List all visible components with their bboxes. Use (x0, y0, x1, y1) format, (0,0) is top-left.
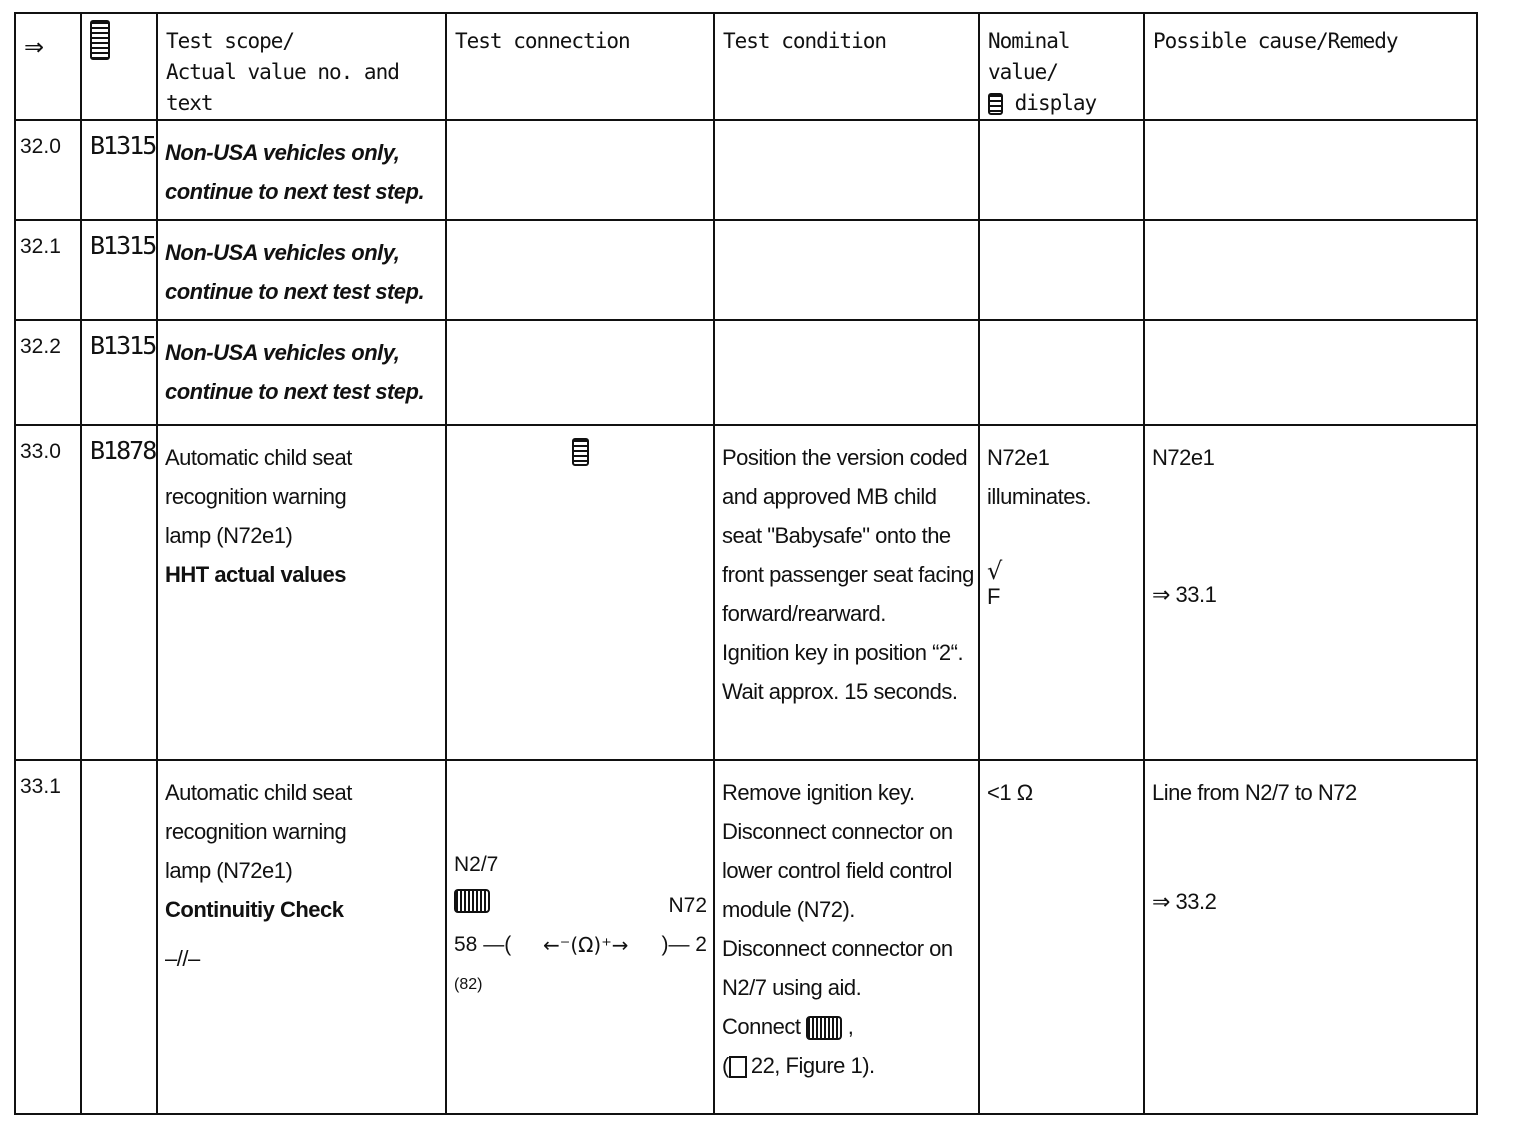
table-row (15, 220, 1477, 320)
ohmmeter-icon: ←⁻(Ω)⁺→ (543, 933, 629, 957)
condition-text: Ignition key in position “2“. (722, 640, 964, 665)
header-connection: Test connection (446, 13, 714, 120)
handheld-tester-icon (90, 20, 110, 60)
condition-text: Connect (722, 1014, 801, 1039)
condition-text: Position the version coded (722, 445, 968, 470)
header-nominal: Nominal value/ display (979, 13, 1144, 120)
condition-text: module (N72). (722, 897, 855, 922)
check-mark: √ (987, 557, 1002, 585)
fault-code (82, 761, 156, 771)
condition-text: N2/7 using aid. (722, 975, 862, 1000)
condition-text: forward/rearward. (722, 601, 886, 626)
remedy-text: N72e1 (1152, 445, 1215, 470)
test-connection-diagram (447, 761, 713, 1113)
nominal-text: N72e1 (987, 445, 1050, 470)
scope-text: Non-USA vehicles only, (165, 340, 400, 365)
condition-text: Wait approx. 15 seconds. (722, 679, 958, 704)
header-row (15, 13, 1477, 120)
handheld-tester-icon (988, 93, 1003, 115)
scope-heading: Continuitiy Check (165, 897, 344, 922)
conn-right-pin: )— 2 (661, 933, 707, 956)
breakout-box-icon (454, 889, 490, 913)
header-arrow: ⇒ (15, 13, 81, 120)
table-row (15, 320, 1477, 425)
fault-code: B1315 (90, 231, 156, 260)
scope-text: continue to next test step. (165, 179, 425, 204)
test-table (14, 12, 1478, 1115)
remedy-text: Line from N2/7 to N72 (1152, 780, 1357, 805)
condition-text: Disconnect connector on (722, 936, 953, 961)
scope-text: continue to next test step. (165, 279, 425, 304)
step-number: 33.1 (20, 775, 61, 798)
nominal-text: <1 Ω (987, 780, 1033, 805)
scope-text: lamp (N72e1) (165, 523, 293, 548)
condition-text: seat "Babysafe" onto the (722, 523, 951, 548)
step-number: 32.2 (20, 335, 61, 358)
table-row (15, 425, 1477, 760)
condition-text: , (847, 1014, 854, 1039)
step-number: 32.1 (20, 235, 61, 258)
scope-text: recognition warning (165, 484, 347, 509)
scope-text: lamp (N72e1) (165, 858, 293, 883)
scope-text: –//– (165, 946, 200, 971)
scope-heading: HHT actual values (165, 562, 347, 587)
header-remedy: Possible cause/Remedy (1144, 13, 1477, 120)
goto-step-link[interactable]: ⇒ 33.1 (1152, 582, 1217, 607)
conn-note: (82) (454, 976, 483, 993)
scope-text: Non-USA vehicles only, (165, 140, 400, 165)
scope-text: Automatic child seat (165, 780, 352, 805)
table-row (15, 760, 1477, 1114)
table-row (15, 120, 1477, 220)
fault-code: B1315 (90, 331, 156, 360)
header-scope: Test scope/ Actual value no. and text (157, 13, 446, 120)
condition-text: 22, Figure 1). (750, 1053, 875, 1078)
header-condition: Test condition (714, 13, 979, 120)
conn-left-pin: 58 —( (454, 933, 512, 956)
step-number: 32.0 (20, 135, 61, 158)
scope-text: Automatic child seat (165, 445, 352, 470)
condition-text: Disconnect connector on (722, 819, 953, 844)
nominal-text: illuminates. (987, 484, 1092, 509)
goto-step-link[interactable]: ⇒ 33.2 (1152, 889, 1217, 914)
header-device (81, 13, 157, 120)
condition-text: Remove ignition key. (722, 780, 915, 805)
fail-mark: F (987, 584, 1000, 609)
condition-text: and approved MB child (722, 484, 937, 509)
book-reference-icon (729, 1056, 747, 1078)
fault-code: B1315 (90, 131, 156, 160)
condition-text: front passenger seat facing (722, 562, 974, 587)
fault-code: B1878 (90, 436, 156, 465)
conn-left-label: N2/7 (454, 853, 499, 876)
condition-text: lower control field control (722, 858, 952, 883)
condition-text: ( (722, 1053, 729, 1078)
scope-text: recognition warning (165, 819, 347, 844)
breakout-box-icon (806, 1016, 842, 1040)
handheld-tester-icon (572, 438, 589, 466)
scope-text: Non-USA vehicles only, (165, 240, 400, 265)
scope-text: continue to next test step. (165, 379, 425, 404)
conn-right-label: N72 (668, 894, 707, 917)
step-number: 33.0 (20, 440, 61, 463)
